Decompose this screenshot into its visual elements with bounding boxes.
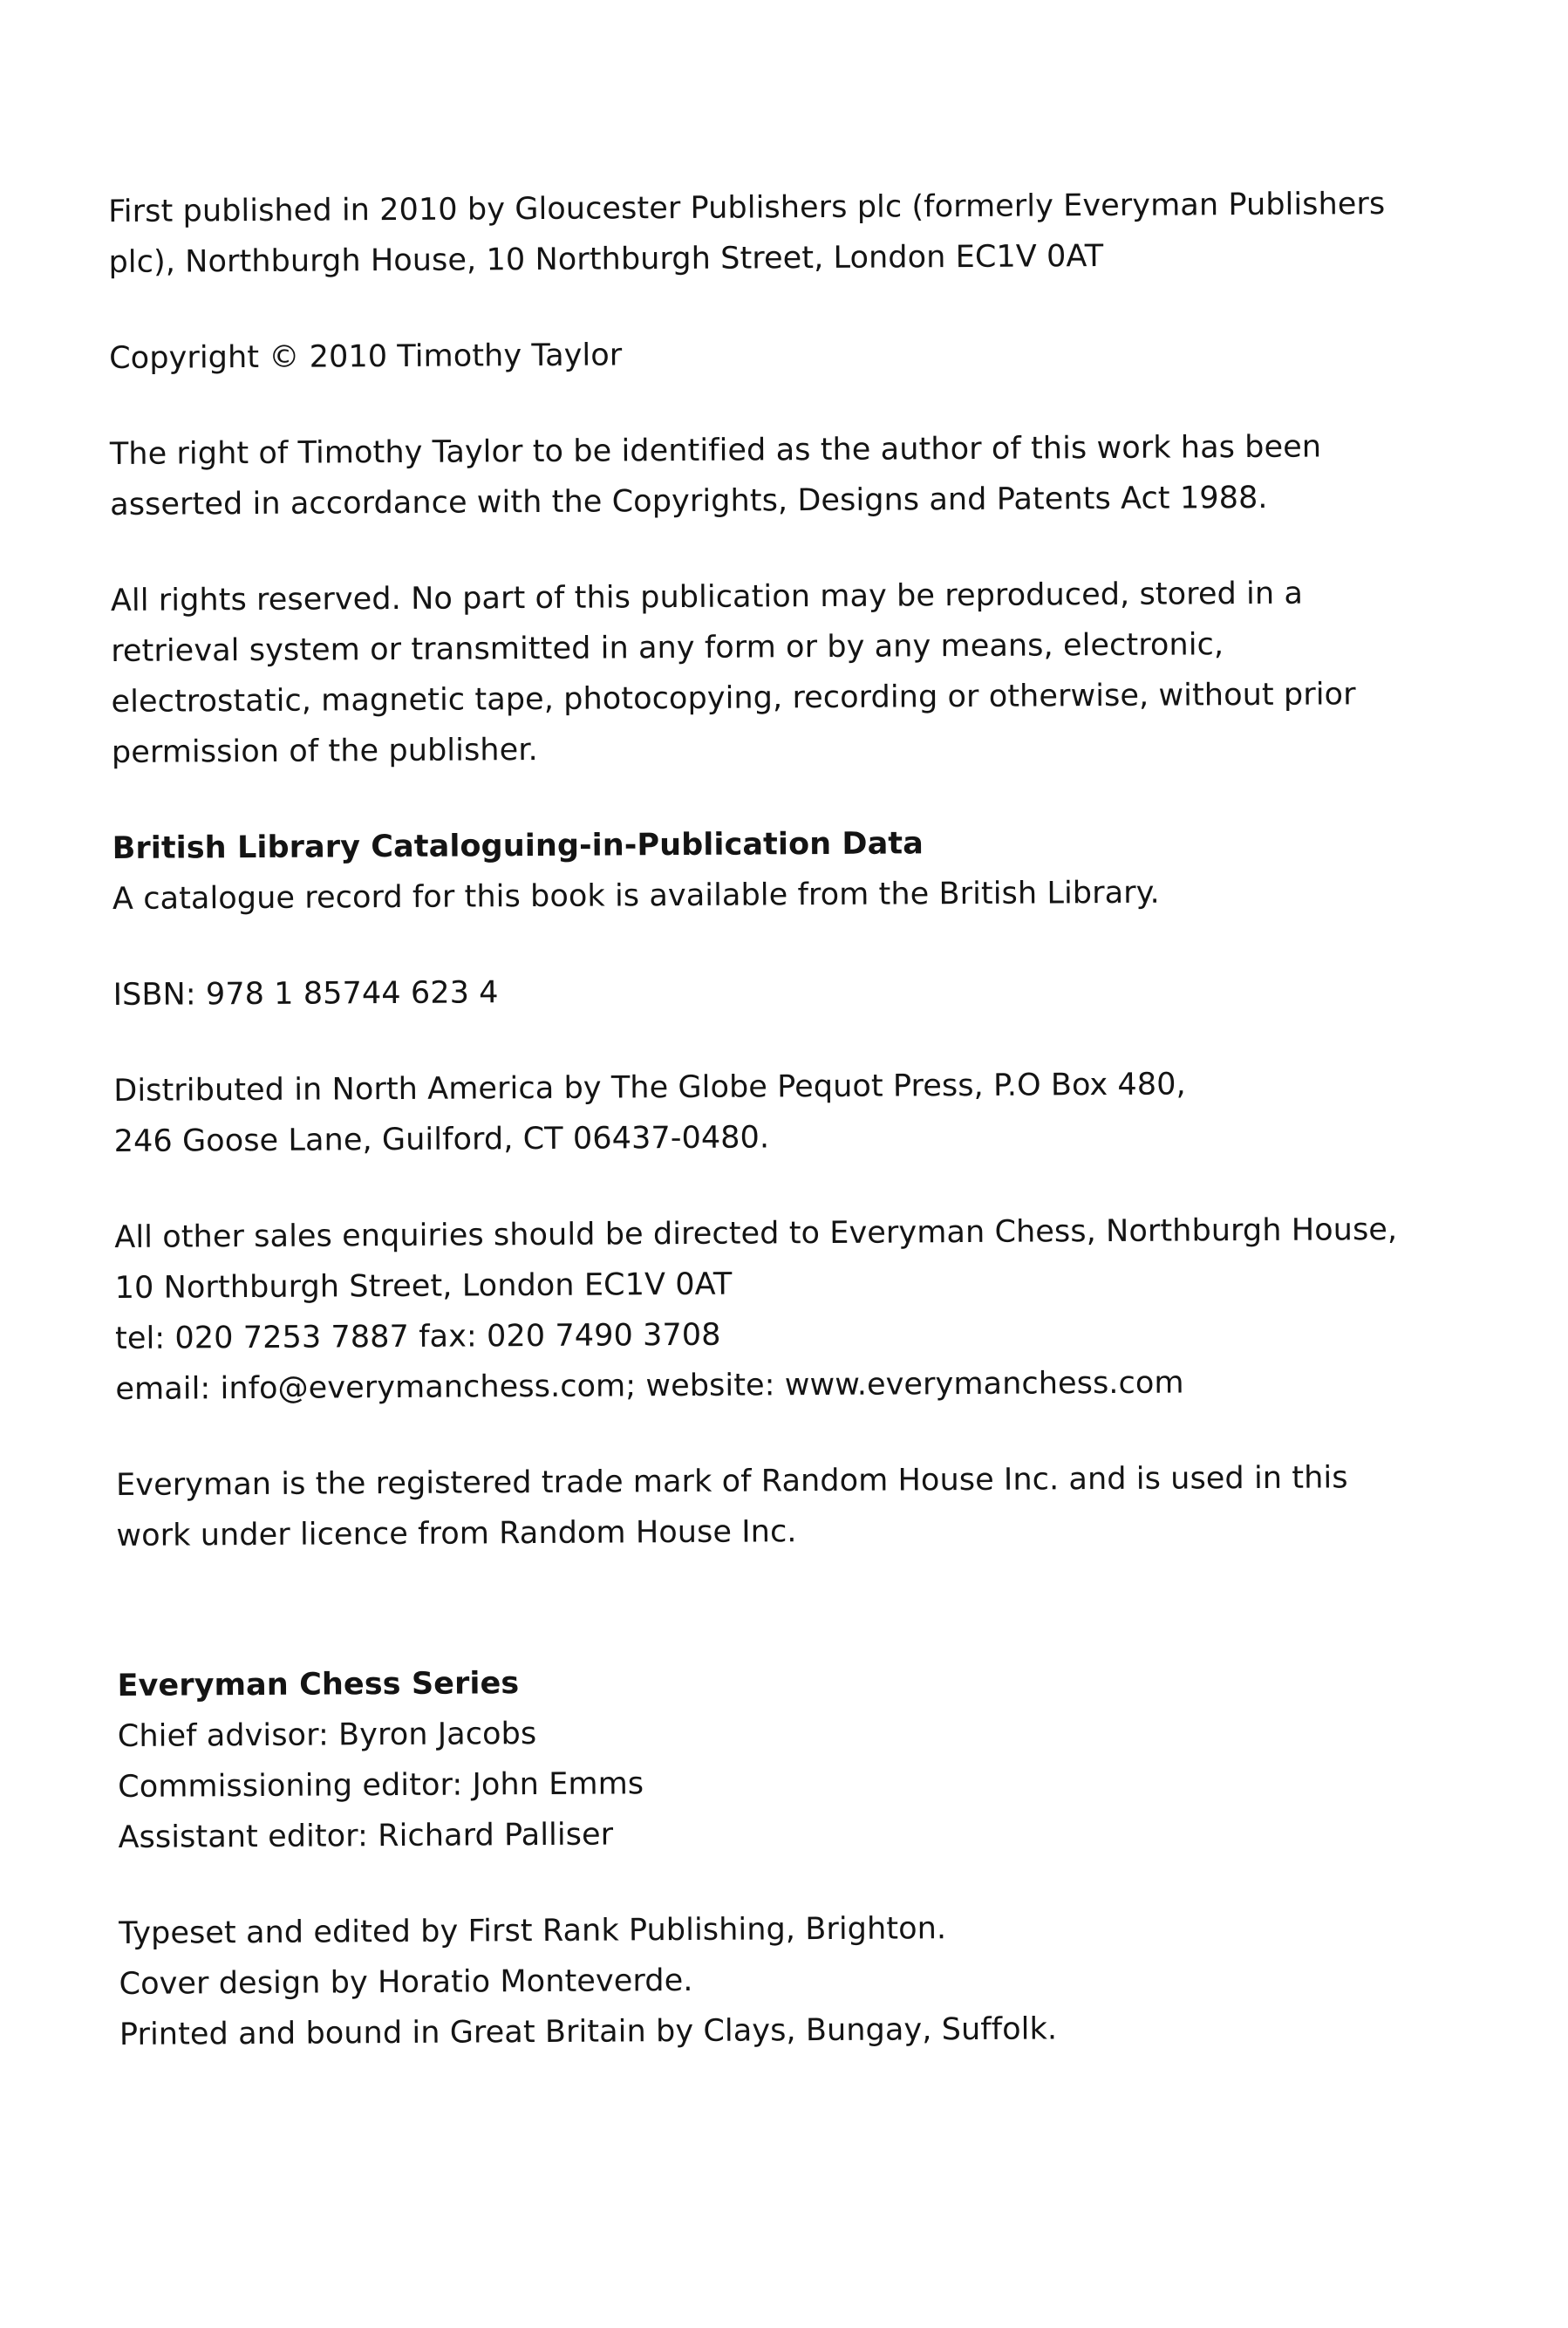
sales-line-1: All other sales enquiries should be directed to Everyman Chess, Northburgh House, [114, 1212, 1398, 1255]
first-published-paragraph [108, 178, 1469, 288]
cip-heading: British Library Cataloguing-in-Publication Data [112, 826, 924, 866]
isbn-line: ISBN: 978 1 85744 623 4 [112, 975, 499, 1013]
commissioning-editor-line: Commissioning editor: John Emms [118, 1766, 644, 1805]
rights-reserved-paragraph [111, 567, 1472, 778]
rights-reserved-line-3: electrostatic, magnetic tape, photocopying, recording or otherwise, without prior [111, 677, 1356, 720]
isbn-paragraph [112, 961, 1473, 1021]
distribution-line-2: 246 Goose Lane, Guilford, CT 06437-0480. [113, 1120, 770, 1159]
copyright-line: Copyright © 2010 Timothy Taylor [109, 338, 623, 376]
moral-right-line-2: asserted in accordance with the Copyrights, Designs and Patents Act 1988. [110, 480, 1268, 522]
cip-paragraph [112, 815, 1473, 925]
trademark-line-2: work under licence from Random House Inc. [116, 1514, 797, 1553]
sales-line-2: 10 Northburgh Street, London EC1V 0AT [114, 1266, 733, 1306]
assistant-editor-line: Assistant editor: Richard Palliser [118, 1817, 614, 1855]
distribution-line-1: Distributed in North America by The Globe Pequot Press, P.O Box 480, [113, 1067, 1186, 1109]
distribution-paragraph [113, 1057, 1475, 1167]
trademark-line-1: Everyman is the registered trade mark of Random House Inc. and is used in this [115, 1460, 1348, 1503]
series-paragraph [117, 1652, 1478, 1863]
first-published-line-2: plc), Northburgh House, 10 Northburgh Street, London EC1V 0AT [108, 239, 1104, 280]
series-heading: Everyman Chess Series [117, 1666, 520, 1703]
cip-text: A catalogue record for this book is available from the British Library. [112, 875, 1160, 917]
typeset-line: Typeset and edited by First Rank Publishing, Brighton. [119, 1911, 947, 1951]
imprint-content [108, 178, 1480, 2105]
rights-reserved-line-1: All rights reserved. No part of this publication may be reproduced, stored in a [110, 576, 1304, 618]
rights-reserved-line-4: permission of the publisher. [111, 733, 538, 770]
moral-right-paragraph [110, 420, 1471, 530]
trademark-paragraph [116, 1451, 1477, 1561]
sales-phone-fax: tel: 020 7253 7887 fax: 020 7490 3708 [114, 1317, 721, 1356]
production-paragraph [119, 1900, 1480, 2060]
rights-reserved-line-2: retrieval system or transmitted in any form or by any means, electronic, [111, 627, 1224, 669]
section-gap [117, 1598, 1477, 1661]
moral-right-line-1: The right of Timothy Taylor to be identified as the author of this work has been [109, 429, 1322, 472]
printed-line: Printed and bound in Great Britain by Clays, Bungay, Suffolk. [119, 2011, 1058, 2052]
first-published-line-1: First published in 2010 by Gloucester Publishers plc (formerly Everyman Publishers [108, 187, 1386, 229]
copyright-paragraph [109, 324, 1469, 384]
cover-design-line: Cover design by Horatio Monteverde. [119, 1963, 693, 2002]
chief-advisor-line: Chief advisor: Byron Jacobs [117, 1717, 537, 1754]
sales-email-website: email: info@everymanchess.com; website: www.everymanchess.com [115, 1365, 1184, 1407]
sales-paragraph [114, 1204, 1476, 1415]
